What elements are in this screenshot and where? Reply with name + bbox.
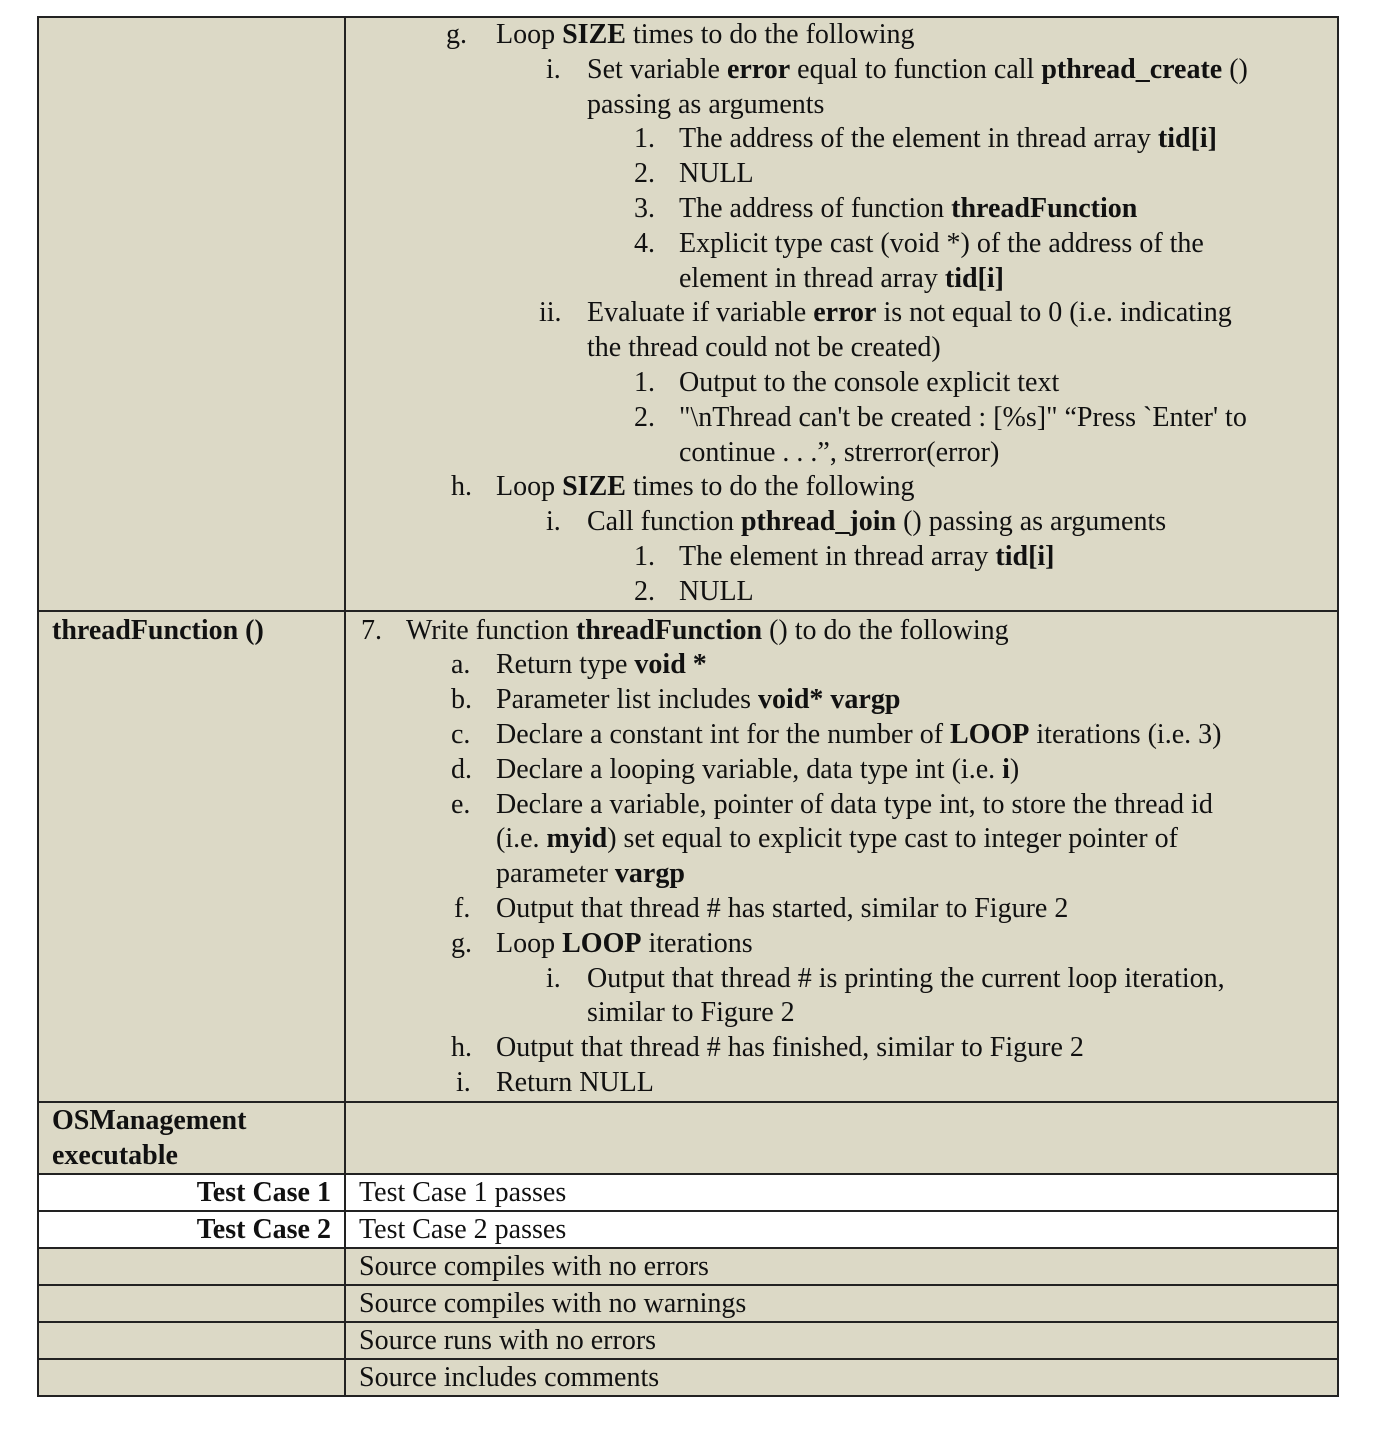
step-line — [346, 788, 1337, 823]
step-text: The address of function threadFunction — [679, 192, 1138, 224]
step-marker: f. — [454, 892, 471, 924]
step-marker: 7. — [361, 614, 382, 646]
step-line — [346, 505, 1337, 540]
step-text: Loop SIZE times to do the following — [496, 471, 915, 503]
executable-label: OSManagement executable — [52, 1104, 247, 1171]
criterion-text: Source runs with no errors — [359, 1325, 657, 1357]
continuation-label-cell — [38, 17, 345, 611]
step-text: the thread could not be created) — [587, 332, 941, 364]
step-line — [346, 366, 1337, 401]
step-text: Set variable error equal to function call pthread_create () — [587, 53, 1248, 85]
step-line — [346, 296, 1337, 331]
continuation-row — [38, 17, 1338, 611]
step-line — [346, 157, 1337, 192]
step-line — [346, 192, 1337, 227]
step-text: Output to the console explicit text — [679, 366, 1060, 398]
criterion-text: Source includes comments — [359, 1362, 660, 1394]
criterion-text: Source compiles with no errors — [359, 1251, 709, 1283]
threadfunction-steps — [346, 612, 1337, 1101]
step-line — [346, 470, 1337, 505]
step-text: Loop SIZE times to do the following — [496, 19, 915, 50]
step-marker: e. — [451, 788, 471, 820]
step-line — [346, 996, 1337, 1031]
step-text: "\nThread can't be created : [%s]" “Press `Enter' to — [679, 401, 1247, 433]
step-text: similar to Figure 2 — [587, 997, 795, 1029]
step-text: Parameter list includes void* vargp — [496, 684, 901, 716]
continuation-content-cell — [345, 17, 1338, 611]
step-line — [346, 1066, 1337, 1101]
step-text: Declare a looping variable, data type int (i.e. i) — [496, 753, 1020, 785]
test-case-result: Test Case 1 passes — [359, 1177, 567, 1209]
step-text: NULL — [679, 158, 754, 190]
step-line — [346, 1031, 1337, 1066]
step-marker: 2. — [634, 575, 655, 607]
test-case-result: Test Case 2 passes — [359, 1214, 567, 1246]
step-line — [346, 614, 1337, 649]
step-marker: h. — [451, 471, 472, 503]
step-line — [346, 401, 1337, 436]
step-line — [346, 648, 1337, 683]
step-marker: h. — [451, 1032, 472, 1064]
step-line — [346, 88, 1337, 123]
step-marker: i. — [456, 1066, 471, 1098]
threadfunction-content-cell — [345, 611, 1338, 1102]
step-text: Explicit type cast (void *) of the address of the — [679, 227, 1204, 259]
step-text: Declare a constant int for the number of LOOP iterations (i.e. 3) — [496, 718, 1222, 750]
step-line — [346, 331, 1337, 366]
step-marker: 1. — [634, 540, 655, 572]
step-text: NULL — [679, 575, 754, 607]
step-line — [346, 436, 1337, 471]
step-text: element in thread array tid[i] — [679, 262, 1004, 294]
step-marker: b. — [451, 684, 472, 716]
step-text: The address of the element in thread array tid[i] — [679, 123, 1218, 155]
step-line — [346, 122, 1337, 157]
step-text: Return NULL — [496, 1066, 654, 1098]
executable-content-cell — [345, 1102, 1338, 1175]
step-marker: d. — [451, 753, 472, 785]
executable-row — [38, 1102, 1338, 1175]
step-text: Return type void * — [496, 649, 707, 681]
step-line — [346, 962, 1337, 997]
step-marker: c. — [451, 718, 471, 750]
step-line — [346, 683, 1337, 718]
step-text: Loop LOOP iterations — [496, 927, 753, 959]
criterion-row — [38, 1285, 1338, 1322]
step-marker: i. — [546, 506, 561, 538]
step-text: Declare a variable, pointer of data type int, to store the thread id — [496, 788, 1213, 820]
step-marker: 1. — [634, 366, 655, 398]
continuation-steps — [346, 18, 1337, 610]
step-line — [346, 18, 1337, 53]
step-text: passing as arguments — [587, 88, 825, 120]
step-text: (i.e. myid) set equal to explicit type cast to integer pointer of — [496, 823, 1178, 855]
threadfunction-label-cell — [38, 611, 345, 1102]
criterion-text: Source compiles with no warnings — [359, 1288, 747, 1320]
criterion-row — [38, 1359, 1338, 1396]
step-text: Call function pthread_join () passing as arguments — [587, 506, 1167, 538]
test-case-row — [38, 1211, 1338, 1248]
step-marker: a. — [451, 649, 471, 681]
criterion-row — [38, 1322, 1338, 1359]
step-marker: 1. — [634, 123, 655, 155]
step-text: Write function threadFunction () to do the following — [406, 614, 1009, 646]
step-marker: 3. — [634, 192, 655, 224]
step-text: Output that thread # is printing the current loop iteration, — [587, 962, 1225, 994]
step-line — [346, 927, 1337, 962]
step-text: Evaluate if variable error is not equal to 0 (i.e. indicating — [587, 297, 1232, 329]
step-line — [346, 227, 1337, 262]
step-marker: 2. — [634, 158, 655, 190]
step-marker: i. — [546, 962, 561, 994]
step-text: The element in thread array tid[i] — [679, 540, 1055, 572]
step-line — [346, 892, 1337, 927]
step-text: Output that thread # has finished, similar to Figure 2 — [496, 1032, 1084, 1064]
test-case-label: Test Case 2 — [196, 1214, 331, 1246]
step-line — [346, 822, 1337, 857]
step-line — [346, 857, 1337, 892]
step-line — [346, 540, 1337, 575]
step-marker: g. — [446, 19, 467, 50]
test-case-label: Test Case 1 — [196, 1177, 331, 1209]
step-marker: ii. — [539, 297, 562, 329]
criterion-row — [38, 1248, 1338, 1285]
step-text: Output that thread # has started, similar to Figure 2 — [496, 892, 1069, 924]
step-text: parameter vargp — [496, 858, 685, 890]
step-line — [346, 718, 1337, 753]
step-marker: 4. — [634, 227, 655, 259]
step-line — [346, 262, 1337, 297]
test-case-row — [38, 1174, 1338, 1211]
threadfunction-label: threadFunction () — [52, 614, 264, 646]
threadfunction-row — [38, 611, 1338, 1102]
step-line — [346, 753, 1337, 788]
step-line — [346, 575, 1337, 610]
step-line — [346, 53, 1337, 88]
step-marker: 2. — [634, 401, 655, 433]
step-text: continue . . .”, strerror(error) — [679, 436, 1000, 468]
step-marker: i. — [546, 53, 561, 85]
rubric-table — [37, 16, 1339, 1397]
executable-label-cell — [38, 1102, 345, 1175]
step-marker: g. — [451, 927, 472, 959]
